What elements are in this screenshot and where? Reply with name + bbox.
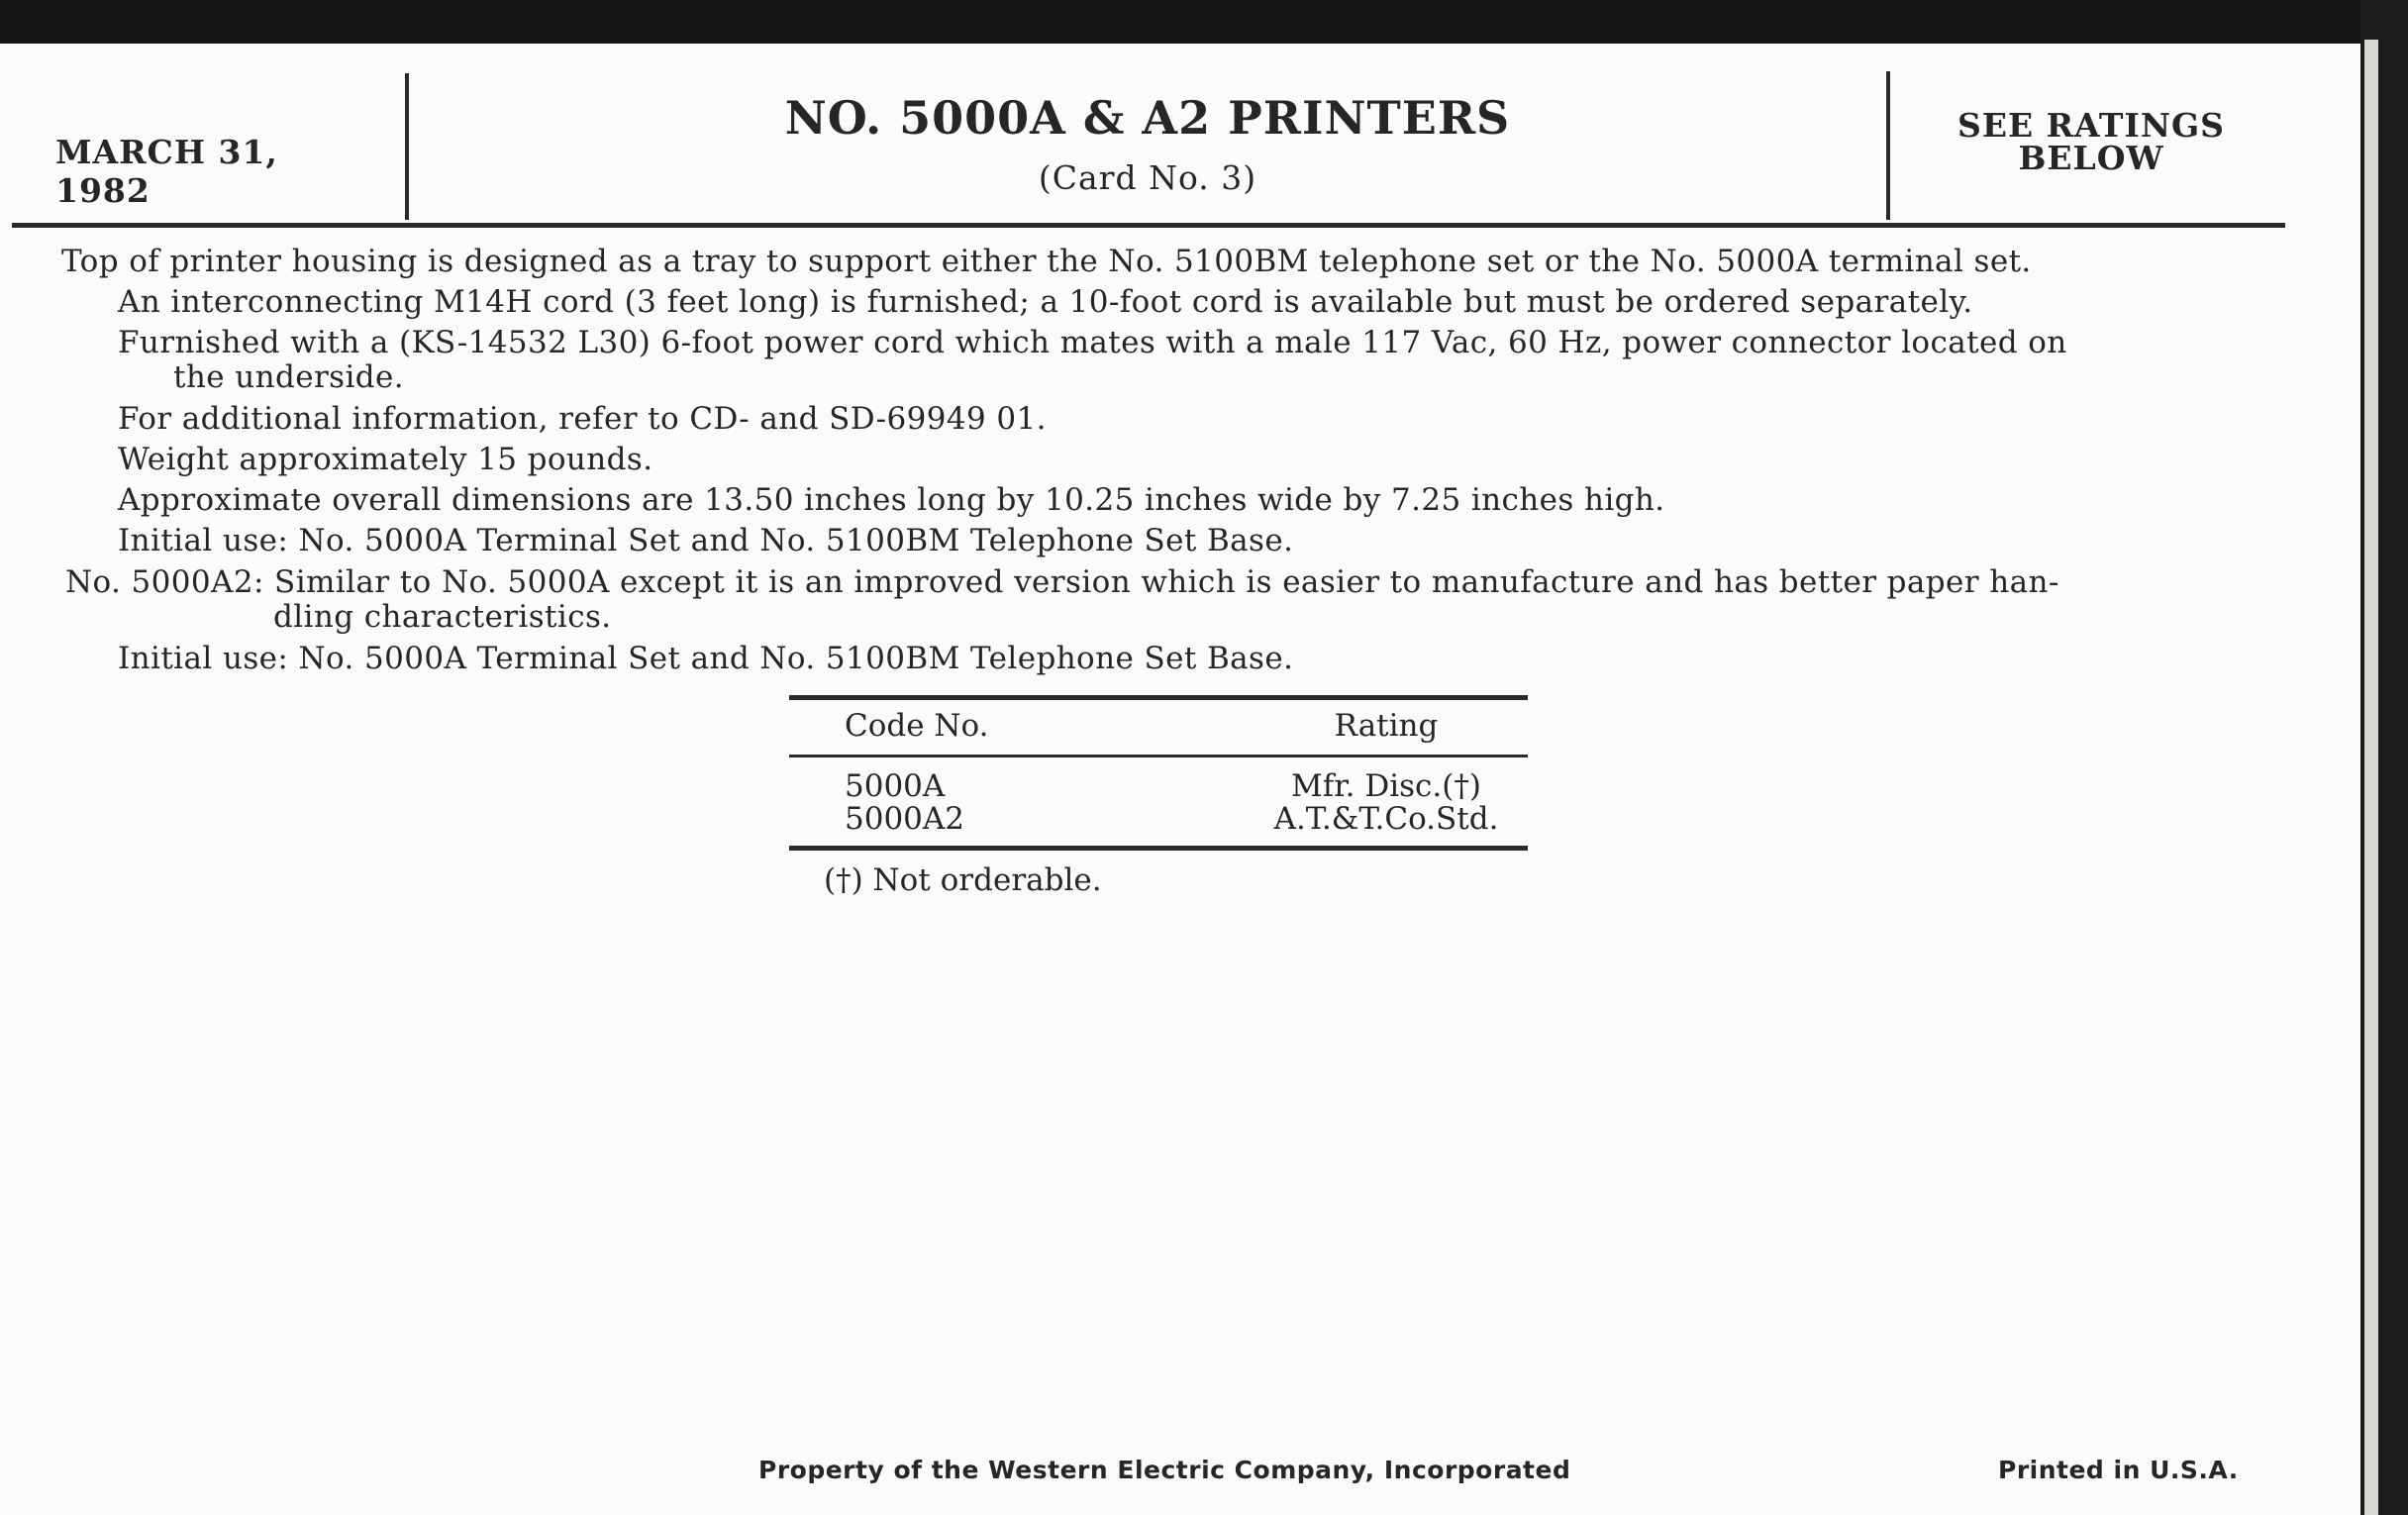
rating-note	[1893, 106, 2289, 177]
table-footnote: (†) Not orderable.	[824, 862, 1102, 898]
page-title: NO. 5000A & A2 PRINTERS	[784, 91, 1511, 145]
paragraph-power-cord-line1: Furnished with a (KS-14532 L30) 6-foot power cord which mates with a male 117 Vac, 60 Hz, power connector located on	[118, 325, 2067, 360]
footer-property: Property of the Western Electric Company, Incorporated	[758, 1456, 1571, 1484]
paragraph-cord: An interconnecting M14H cord (3 feet long) is furnished; a 10-foot cord is available but must be ordered separately.	[118, 284, 1973, 320]
table-header-rule	[789, 755, 1528, 758]
table-cell-code: 5000A	[845, 768, 946, 804]
table-bottom-rule	[789, 846, 1528, 851]
rating-note-line1: SEE RATINGS	[1956, 106, 2226, 145]
paragraph-5000a2-line2: dling characteristics.	[273, 599, 612, 635]
paragraph-power-cord-line2: the underside.	[173, 359, 405, 395]
table-cell-code: 5000A2	[845, 801, 965, 837]
card-edge-strip	[2364, 40, 2378, 1515]
paragraph-initial-use: Initial use: No. 5000A Terminal Set and No. 5100BM Telephone Set Base.	[118, 523, 1294, 558]
paragraph-5000a2	[65, 565, 2059, 635]
column-header-rating: Rating	[1334, 708, 1439, 744]
header-divider-left	[405, 73, 409, 220]
table-cell-rating: A.T.&T.Co.Std.	[1273, 801, 1499, 837]
table-top-rule	[789, 695, 1528, 700]
issue-date: MARCH 31, 1982	[55, 133, 278, 210]
paragraph-additional-info: For additional information, refer to CD- and SD-69949 01.	[118, 401, 1047, 437]
rating-note-line2: BELOW	[2018, 139, 2164, 177]
footer-printed: Printed in U.S.A.	[1998, 1456, 2239, 1484]
column-header-code: Code No.	[845, 708, 989, 744]
paragraph-weight: Weight approximately 15 pounds.	[118, 442, 653, 477]
paragraph-5000a2-line1: No. 5000A2: Similar to No. 5000A except it is an improved version which is easier to manufacture and has better paper han-	[65, 564, 2059, 600]
header-rule	[12, 223, 2285, 228]
paragraph-tray: Top of printer housing is designed as a tray to support either the No. 5100BM telephone set or the No. 5000A terminal set.	[61, 244, 2032, 279]
paragraph-initial-use-a2: Initial use: No. 5000A Terminal Set and No. 5100BM Telephone Set Base.	[118, 641, 1294, 676]
document-card	[0, 44, 2360, 1515]
paragraph-power-cord	[118, 326, 2067, 395]
card-number: (Card No. 3)	[1038, 158, 1257, 197]
header-divider-right	[1886, 71, 1890, 220]
paragraph-dimensions: Approximate overall dimensions are 13.50 inches long by 10.25 inches wide by 7.25 inches high.	[118, 482, 1665, 518]
table-cell-rating: Mfr. Disc.(†)	[1291, 768, 1481, 804]
